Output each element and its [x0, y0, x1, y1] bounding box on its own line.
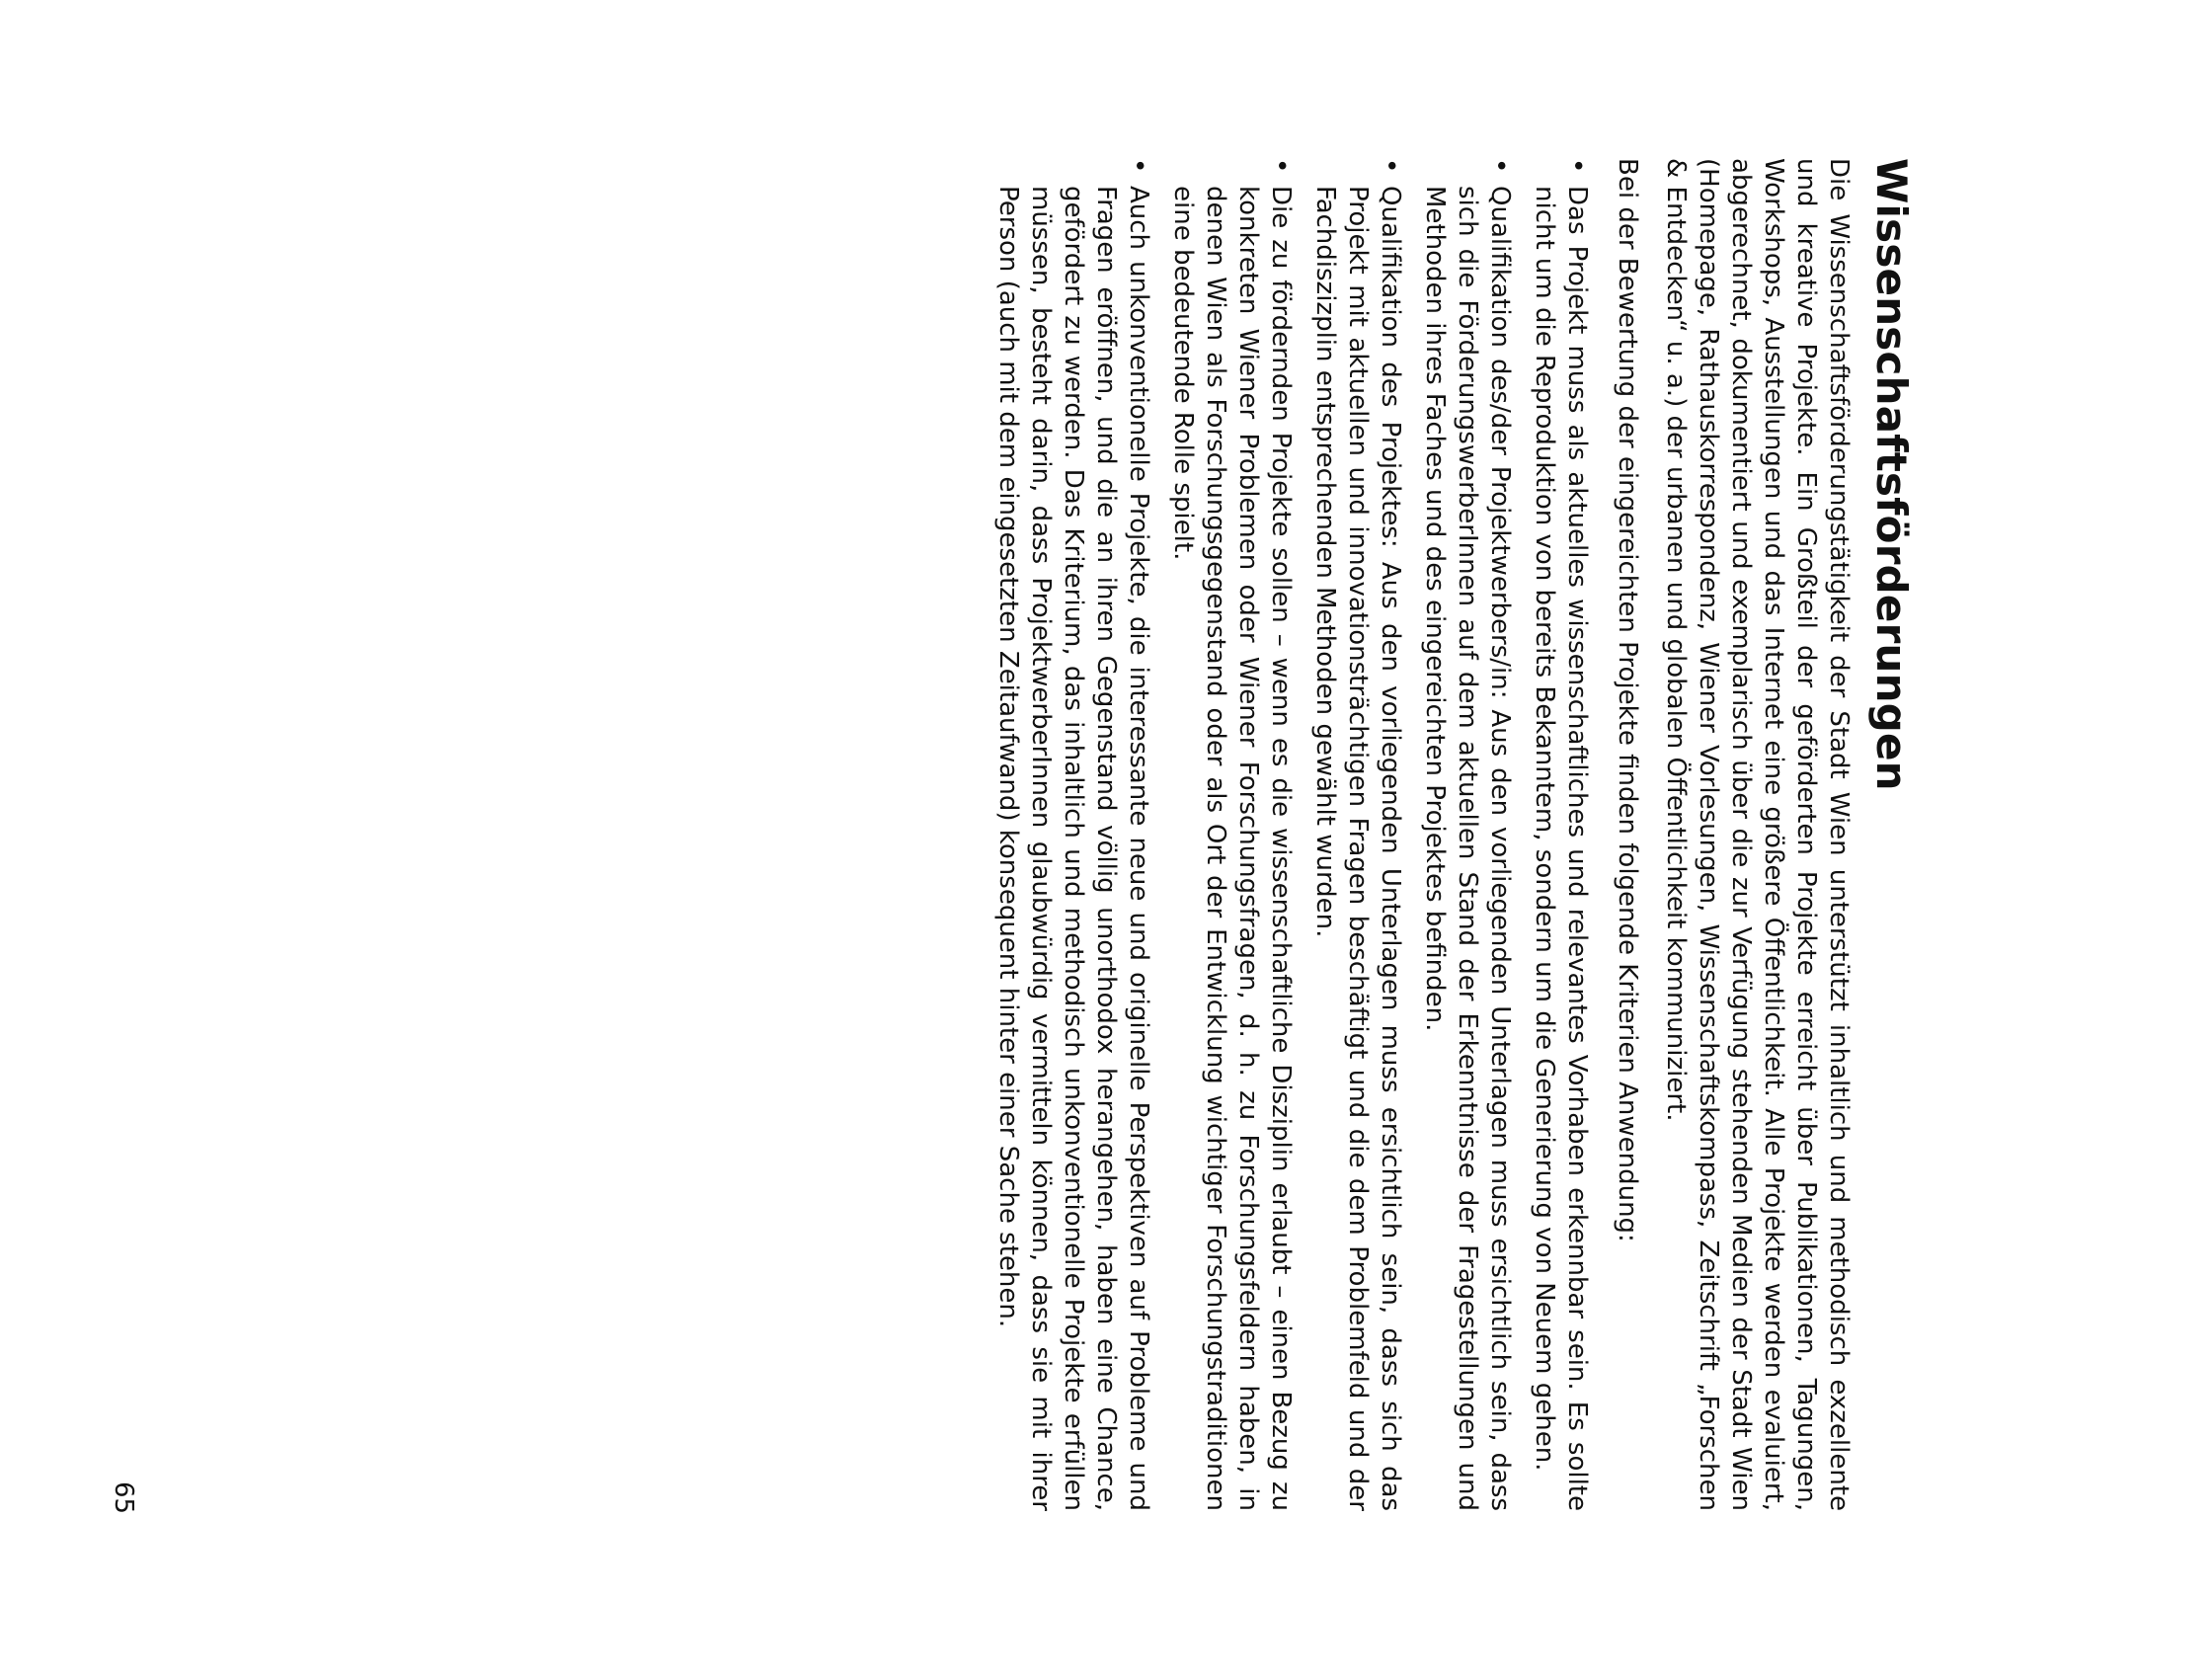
- criteria-item: [1528, 158, 1593, 1511]
- bullet-icon: •: [1485, 158, 1515, 174]
- criteria-item-text: Qualifikation des Projektes: Aus den vorliegenden Unterlagen muss ersichtlich sein, dass sich das Projekt mit aktuellen und innovationsträchtigen Fragen beschäftigt und die dem Problemfeld und der Fachdiszizplin entsprechenden Methoden gewählt wurden.: [1310, 186, 1405, 1511]
- bullet-icon: •: [1562, 158, 1592, 174]
- criteria-lead-paragraph: Bei der Bewertung der eingereichten Projekte finden folgende Kriterien Anwendung:: [1613, 158, 1642, 1242]
- criteria-list: [991, 158, 1593, 1511]
- criteria-item: [1418, 158, 1516, 1511]
- criteria-item-text: Das Projekt muss als aktuelles wissenschaftliches und relevantes Vorhaben erkennbar sein. Es sollte nicht um die Reproduktion von bereits Bekanntem, sondern um die Generierung von Neuem gehen.: [1530, 186, 1592, 1511]
- intro-paragraph: Die Wissenschaftsförderungstätigkeit der Stadt Wien unterstützt inhaltlich und methodisch exzellente und kreative Projekte. Ein Großteil der geförderten Projekte erreicht über Publikationen, Tagungen, Workshops, Ausstellungen und das Internet eine größere Öffentlichkeit. Alle Projekte werden evaluiert, abgerechnet, dokumentiert und exemplarisch über die zur Verfügung stehenden Medien der Stadt Wien (Homepage, Rathauskorrespondenz, Wiener Vorlesungen, Wissenschaftskompass, Zeitschrift „Forschen & Entdecken“ u. a.) der urbanen und globalen Öffentlichkeit kommuniziert.: [1661, 158, 1854, 1511]
- criteria-item-text: Qualifikation des/der Projektwerbers/in: Aus den vorliegenden Unterlagen muss ersichtlich sein, dass sich die FörderungswerberInnen auf dem aktuellen Stand der Erkenntnisse der Fragestellungen und Methoden ihres Faches und des eingereichten Projektes befinden.: [1420, 186, 1515, 1511]
- criteria-item: [1166, 158, 1297, 1511]
- page-content: [980, 158, 1916, 1511]
- criteria-item-text: Auch unkonventionelle Projekte, die interessante neue und originelle Perspektiven auf Probleme und Fragen eröffnen, und die an ihren Gegenstand völlig unorthodox herangehen, haben eine Chance, gefördert zu werden. Das Kriterium, das inhaltlich und methodisch unkonventionelle Projekte erfüllen müssen, besteht darin, dass ProjektwerberInnen glaubwürdig vermitteln können, dass sie mit ihrer Person (auch mit dem eingesetzten Zeitaufwand) konsequent hinter einer Sache stehen.: [993, 186, 1153, 1511]
- page-title: Wissenschaftsförderungen: [1867, 158, 1916, 791]
- criteria-item: [1308, 158, 1406, 1511]
- criteria-item: [991, 158, 1154, 1511]
- bullet-icon: •: [1124, 158, 1153, 174]
- page-number: 65: [109, 1481, 138, 1515]
- criteria-item-text: Die zu fördernden Projekte sollen – wenn es die wissenschaftliche Disziplin erlaubt – einen Bezug zu konkreten Wiener Problemen oder Wiener Forschungsfragen, d. h. zu Forschungsfeldern haben, in denen Wien als Forschungsgegenstand oder als Ort der Entwicklung wichtiger Forschungstraditionen eine bedeutende Rolle spielt.: [1168, 186, 1296, 1511]
- bullet-icon: •: [1266, 158, 1296, 174]
- bullet-icon: •: [1376, 158, 1405, 174]
